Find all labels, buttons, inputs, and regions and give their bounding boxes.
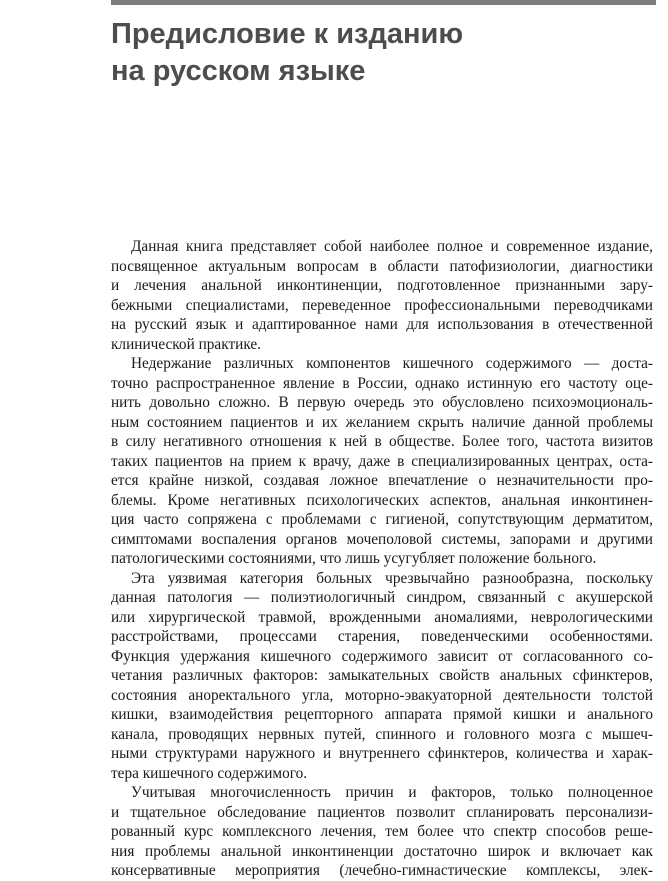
text-line: ция часто сопряжена с проблемами с гигиеной, сопутствующим дерматитом, [111, 511, 653, 528]
text-line: симптомами воспаления органов мочеполовой системы, запорами и другими [111, 530, 653, 548]
text-line: клинической практике. [111, 335, 261, 353]
text-line: Учитывая многочисленность причин и факторов, только полноценное [131, 784, 653, 801]
text-line: в силу негативного отношения к ней в обществе. Более того, частота визитов [111, 433, 653, 450]
text-line: точно распространенное явление в России, однако истинную его частоту оце- [111, 374, 653, 392]
paragraph [111, 569, 653, 784]
text-line: посвященное актуальным вопросам в области патофизиологии, диагностики [111, 257, 653, 275]
text-line: рованный курс комплексного лечения, тем более что спектр способов реше- [111, 823, 653, 840]
text-line: ется крайне низкой, создавая ложное впечатление о незначительности про- [111, 472, 653, 489]
text-line: Функция удержания кишечного содержимого зависит от согласованного со- [111, 647, 653, 665]
text-line: ным состоянием пациентов и их желанием скрыть наличие данной проблемы [111, 413, 653, 431]
page-title [111, 16, 651, 90]
text-line: данная патология — полиэтиологичный синдром, связанный с акушерской [111, 589, 653, 606]
top-rule [111, 0, 656, 5]
text-line: канала, проводящих нервных путей, спинного и головного мозга с мышеч- [111, 725, 653, 743]
page-title-line-2: на русском языке [111, 55, 366, 87]
text-line: ния проблемы анальной инконтиненции достаточно широк и включает как [111, 842, 653, 860]
text-line: ными структурами наружного и внутреннего сфинктеров, количества и харак- [111, 745, 653, 762]
text-line: таких пациентов на прием к врачу, даже в специализированных центрах, оста- [111, 452, 653, 470]
page-title-line-1: Предисловие к изданию [111, 18, 464, 50]
text-line: расстройствами, процессами старения, поведенческими особенностями. [111, 628, 653, 645]
text-line: кишки, взаимодействия рецепторного аппарата прямой кишки и анального [111, 706, 653, 723]
text-line: тера кишечного содержимого. [111, 764, 308, 782]
text-line: и лечения анальной инконтиненции, подготовленное признанными зару- [111, 277, 653, 294]
text-line: состояния аноректального угла, моторно-эвакуаторной деятельности толстой [111, 686, 653, 704]
text-line: консервативные мероприятия (лечебно-гимнастические комплексы, элек- [111, 862, 653, 879]
text-line: блемы. Кроме негативных психологических аспектов, анальная инконтинен- [111, 491, 653, 509]
text-line: четания различных факторов: замыкательных свойств анальных сфинктеров, [111, 667, 653, 684]
text-line: или хирургической травмой, врожденными аномалиями, неврологическими [111, 608, 653, 626]
paragraph [111, 783, 653, 881]
text-line: патологическими состояниями, что лишь усугубляет положение больного. [111, 550, 597, 567]
text-line: бежными специалистами, переведенное профессиональными переводчиками [111, 296, 653, 314]
body-text [111, 237, 653, 881]
text-line: Данная книга представляет собой наиболее полное и современное издание, [131, 238, 653, 255]
paragraph [111, 237, 653, 354]
text-line: нить довольно сложно. В первую очередь это обусловлено психоэмоциональ- [111, 394, 653, 411]
text-line: и тщательное обследование пациентов позволит спланировать персонализи- [111, 803, 653, 821]
text-line: Эта уязвимая категория больных чрезвычайно разнообразна, поскольку [131, 569, 653, 587]
text-line: Недержание различных компонентов кишечного содержимого — доста- [131, 355, 653, 372]
text-line: на русский язык и адаптированное нами для использования в отечественной [111, 316, 653, 333]
paragraph [111, 354, 653, 569]
